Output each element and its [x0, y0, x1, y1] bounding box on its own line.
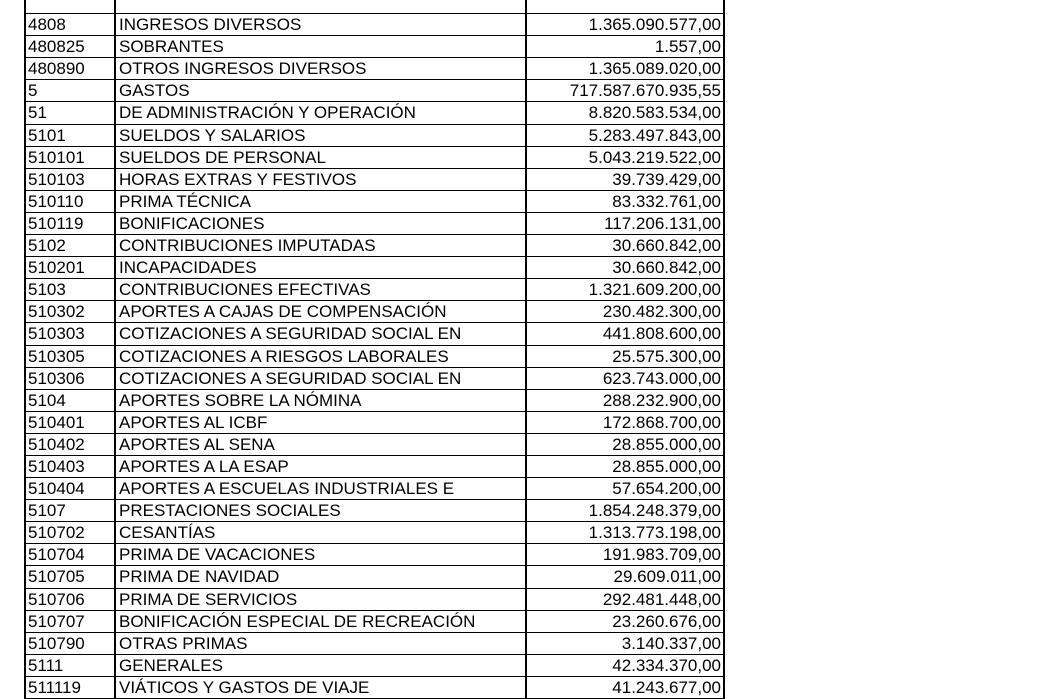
table-row	[26, 14, 723, 36]
table-row	[26, 500, 723, 522]
amount-cell: 717.587.670.935,55	[569, 81, 721, 101]
amount-cell: 1.321.609.200,00	[588, 280, 721, 300]
account-code-cell: 510306	[26, 368, 116, 389]
amount-cell: 1.557,00	[654, 37, 721, 57]
account-name-cell: DE ADMINISTRACIÓN Y OPERACIÓN	[116, 102, 527, 123]
account-name-cell: APORTES AL ICBF	[116, 412, 527, 433]
amount-cell: 28.855.000,00	[612, 456, 721, 476]
account-name-cell: CONTRIBUCIONES IMPUTADAS	[116, 235, 527, 256]
amount-cell: 441.808.600,00	[602, 324, 721, 344]
account-code-cell: 51	[26, 102, 116, 123]
account-code-cell: 510305	[26, 346, 116, 367]
table-row	[26, 522, 723, 544]
table-row	[26, 544, 723, 566]
table-row	[26, 611, 723, 633]
amount-cell: 41.243.677,00	[612, 677, 721, 697]
account-name-cell: APORTES A LA ESAP	[116, 456, 527, 477]
account-name-cell: BONIFICACIÓN ESPECIAL DE RECREACIÓN	[116, 611, 527, 632]
account-name-cell	[116, 0, 527, 13]
table-row	[26, 235, 723, 257]
account-name-cell: APORTES AL SENA	[116, 434, 527, 455]
amount-cell: 1.365.090.577,00	[588, 15, 721, 35]
table-row	[26, 655, 723, 677]
account-code-cell: 510403	[26, 456, 116, 477]
account-code-cell: 510201	[26, 257, 116, 278]
table-row	[26, 102, 723, 124]
account-name-cell: COTIZACIONES A SEGURIDAD SOCIAL EN	[116, 323, 527, 344]
account-name-cell: CESANTÍAS	[116, 522, 527, 543]
account-code-cell: 5111	[26, 655, 116, 676]
amount-cell: 83.332.761,00	[612, 191, 721, 211]
ledger-table	[24, 0, 725, 699]
amount-cell: 623.743.000,00	[602, 368, 721, 388]
account-name-cell: SUELDOS DE PERSONAL	[116, 147, 527, 168]
account-code-cell: 510402	[26, 434, 116, 455]
table-row	[26, 191, 723, 213]
amount-cell: 42.334.370,00	[612, 655, 721, 675]
amount-cell: 29.609.011,00	[613, 567, 721, 587]
account-code-cell: 510119	[26, 213, 116, 234]
account-name-cell: APORTES A CAJAS DE COMPENSACIÓN	[116, 301, 527, 322]
amount-cell: 117.206.131,00	[604, 213, 721, 233]
table-row	[26, 80, 723, 102]
account-code-cell: 510401	[26, 412, 116, 433]
account-code-cell: 5104	[26, 390, 116, 411]
amount-cell: 288.232.900,00	[602, 390, 721, 410]
amount-cell: 191.983.709,00	[602, 545, 721, 565]
amount-cell: 8.820.583.534,00	[588, 103, 721, 123]
account-code-cell: 5103	[26, 279, 116, 300]
account-code-cell: 5101	[26, 125, 116, 146]
account-code-cell: 511119	[26, 677, 116, 698]
account-name-cell: GASTOS	[116, 80, 527, 101]
account-name-cell: PRIMA DE VACACIONES	[116, 544, 527, 565]
table-row	[26, 323, 723, 345]
account-name-cell: APORTES SOBRE LA NÓMINA	[116, 390, 527, 411]
table-row	[26, 456, 723, 478]
account-name-cell: VIÁTICOS Y GASTOS DE VIAJE	[116, 677, 527, 698]
amount-cell: 1.854.248.379,00	[588, 501, 721, 521]
table-row	[26, 36, 723, 58]
amount-cell: 292.481.448,00	[602, 589, 721, 609]
account-name-cell: OTRAS PRIMAS	[116, 633, 527, 654]
account-name-cell: GENERALES	[116, 655, 527, 676]
account-name-cell: PRIMA DE SERVICIOS	[116, 589, 527, 610]
table-row	[26, 390, 723, 412]
account-code-cell: 510704	[26, 544, 116, 565]
account-code-cell: 5107	[26, 500, 116, 521]
table-row	[26, 169, 723, 191]
amount-cell: 39.739.429,00	[612, 169, 721, 189]
amount-cell: 1.365.089.020,00	[588, 59, 721, 79]
account-name-cell: BONIFICACIONES	[116, 213, 527, 234]
account-name-cell: HORAS EXTRAS Y FESTIVOS	[116, 169, 527, 190]
account-name-cell: PRIMA TÉCNICA	[116, 191, 527, 212]
account-code-cell	[26, 0, 116, 13]
amount-cell: 30.660.842,00	[612, 236, 721, 256]
table-row	[26, 633, 723, 655]
account-code-cell: 480890	[26, 58, 116, 79]
table-row	[26, 434, 723, 456]
account-code-cell: 510103	[26, 169, 116, 190]
table-row	[26, 147, 723, 169]
table-row	[26, 368, 723, 390]
amount-cell: 1.313.773.198,00	[588, 523, 721, 543]
table-row	[26, 257, 723, 279]
account-name-cell: INGRESOS DIVERSOS	[116, 14, 527, 35]
amount-cell: 3.140.337,00	[621, 633, 721, 653]
table-row	[26, 279, 723, 301]
table-row	[26, 478, 723, 500]
amount-cell: 30.660.842,00	[612, 258, 721, 278]
account-code-cell: 510404	[26, 478, 116, 499]
account-name-cell: SOBRANTES	[116, 36, 527, 57]
table-row	[26, 346, 723, 368]
amount-cell: 28.855.000,00	[612, 434, 721, 454]
amount-cell: 57.654.200,00	[612, 479, 721, 499]
amount-cell: 172.868.700,00	[602, 412, 721, 432]
account-name-cell: COTIZACIONES A SEGURIDAD SOCIAL EN	[116, 368, 527, 389]
account-code-cell: 510706	[26, 589, 116, 610]
account-name-cell: OTROS INGRESOS DIVERSOS	[116, 58, 527, 79]
table-row	[26, 301, 723, 323]
amount-cell: 230.482.300,00	[602, 302, 721, 322]
account-code-cell: 480825	[26, 36, 116, 57]
table-row	[26, 566, 723, 588]
account-code-cell: 4808	[26, 14, 116, 35]
account-name-cell: SUELDOS Y SALARIOS	[116, 125, 527, 146]
account-code-cell: 5	[26, 80, 116, 101]
account-name-cell: CONTRIBUCIONES EFECTIVAS	[116, 279, 527, 300]
account-name-cell: INCAPACIDADES	[116, 257, 527, 278]
table-row	[26, 58, 723, 80]
amount-cell: 23.260.676,00	[612, 611, 721, 631]
account-code-cell: 510702	[26, 522, 116, 543]
amount-cell: 5.043.219.522,00	[588, 147, 721, 167]
account-code-cell: 510101	[26, 147, 116, 168]
amount-cell: 5.283.497.843,00	[588, 125, 721, 145]
account-code-cell: 510707	[26, 611, 116, 632]
account-name-cell: APORTES A ESCUELAS INDUSTRIALES E	[116, 478, 527, 499]
account-name-cell: PRESTACIONES SOCIALES	[116, 500, 527, 521]
account-code-cell: 510303	[26, 323, 116, 344]
table-row	[26, 125, 723, 147]
account-code-cell: 510705	[26, 566, 116, 587]
table-row	[26, 412, 723, 434]
table-row	[26, 213, 723, 235]
account-code-cell: 510302	[26, 301, 116, 322]
account-code-cell: 510790	[26, 633, 116, 654]
account-name-cell: PRIMA DE NAVIDAD	[116, 566, 527, 587]
table-row	[26, 677, 723, 699]
account-name-cell: COTIZACIONES A RIESGOS LABORALES	[116, 346, 527, 367]
table-row	[26, 0, 723, 14]
table-row	[26, 589, 723, 611]
account-code-cell: 5102	[26, 235, 116, 256]
amount-cell	[527, 0, 723, 13]
amount-cell: 25.575.300,00	[612, 346, 721, 366]
account-code-cell: 510110	[26, 191, 116, 212]
